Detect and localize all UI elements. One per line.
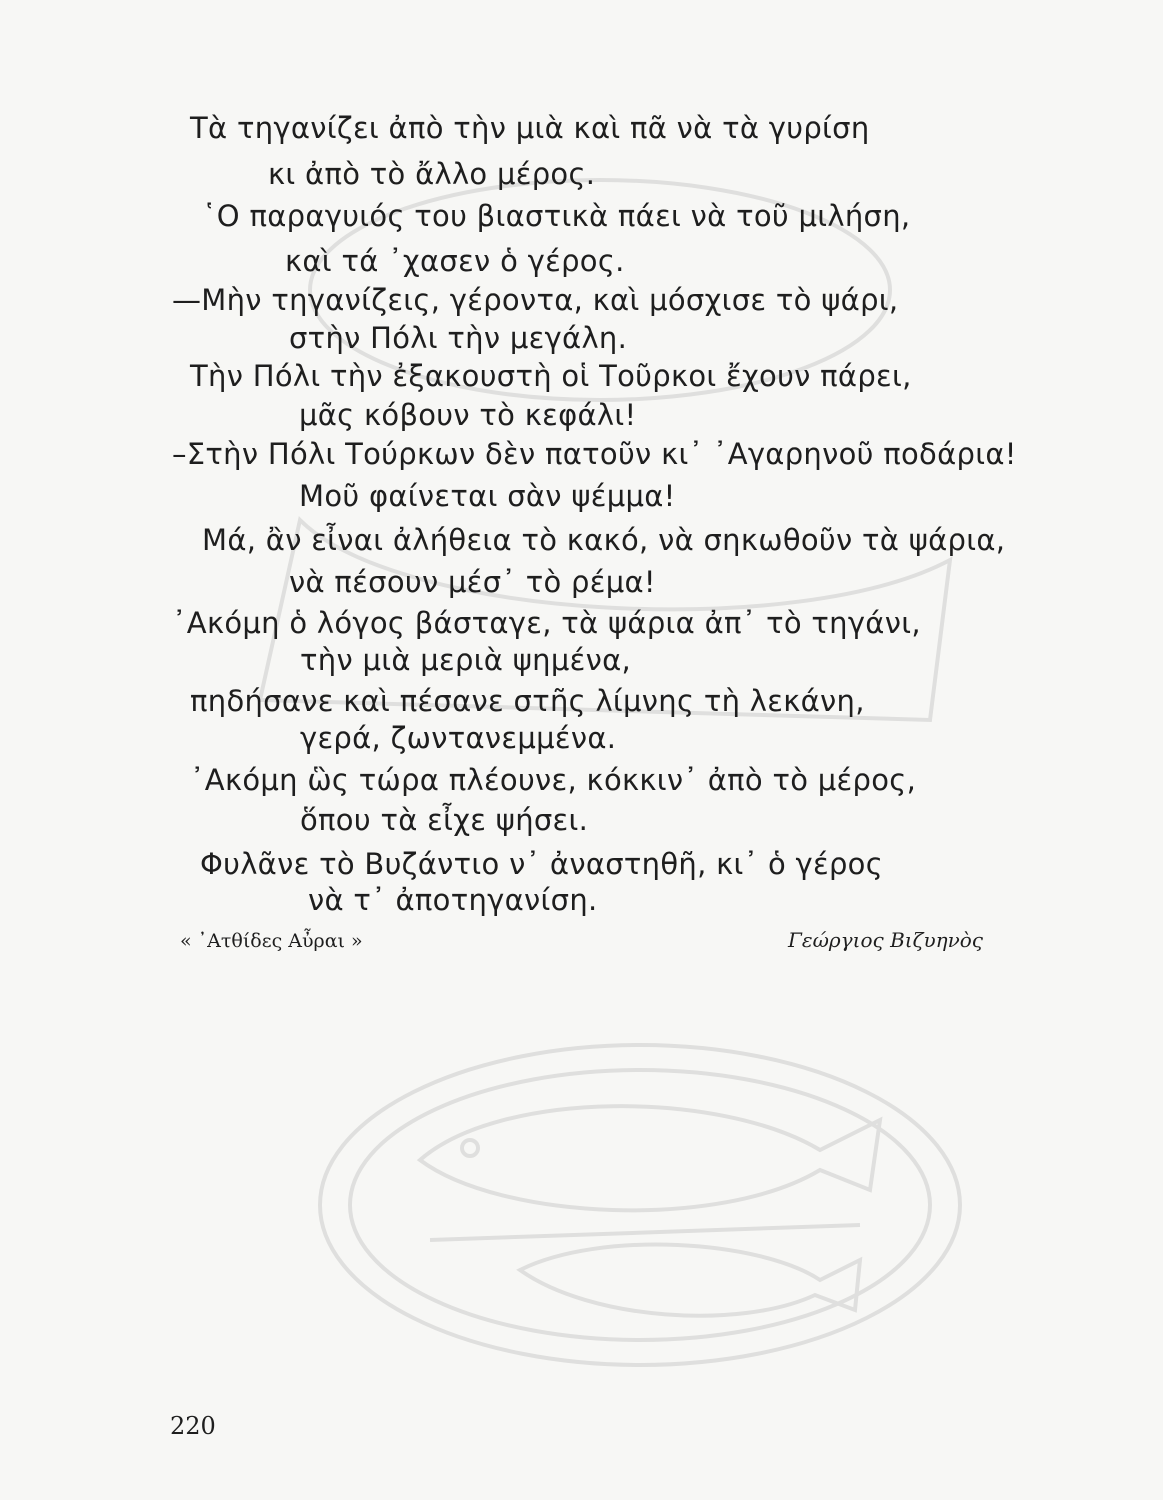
poem-line: τὴν μιὰ μεριὰ ψημένα, bbox=[300, 643, 632, 677]
poem-line: στὴν Πόλι τὴν μεγάλη. bbox=[289, 321, 628, 355]
poem-line: Μά, ἂν εἶναι ἀλήθεια τὸ κακό, νὰ σηκωθοῦν τὰ ψάρια, bbox=[202, 523, 1006, 557]
poem-line: Τὴν Πόλι τὴν ἐξακουστὴ οἱ Τοῦρκοι ἔχουν πάρει, bbox=[190, 359, 912, 393]
poem-line: κι ἀπὸ τὸ ἄλλο μέρος. bbox=[268, 157, 596, 191]
poem-line: καὶ τά ᾽χασεν ὁ γέρος. bbox=[285, 244, 625, 278]
page-number: 220 bbox=[170, 1412, 216, 1440]
poem-line: μᾶς κόβουν τὸ κεφάλι! bbox=[299, 398, 637, 432]
poem-author: Γεώργιος Βιζυηνὸς bbox=[788, 928, 983, 952]
poem-line: ῾Ο παραγυιός του βιαστικὰ πάει νὰ τοῦ μιλήση, bbox=[202, 199, 911, 233]
poem-line: Μοῦ φαίνεται σὰν ψέμμα! bbox=[299, 479, 676, 513]
poem-line: γερά, ζωντανεμμένα. bbox=[300, 721, 617, 755]
poem-line: ὅπου τὰ εἶχε ψήσει. bbox=[300, 803, 589, 837]
poem-line: Τὰ τηγανίζει ἀπὸ τὴν μιὰ καὶ πᾶ νὰ τὰ γυρίση bbox=[190, 111, 870, 145]
poem-line: Φυλᾶνε τὸ Βυζάντιο ν᾽ ἀναστηθῆ, κι᾽ ὁ γέρος bbox=[200, 847, 884, 881]
poem-line: πηδήσανε καὶ πέσανε στῆς λίμνης τὴ λεκάνη, bbox=[190, 684, 865, 718]
poem-line: ᾽Ακόμη ὁ λόγος βάσταγε, τὰ ψάρια ἀπ᾽ τὸ τηγάνι, bbox=[172, 606, 921, 640]
poem-line: –Στὴν Πόλι Τούρκων δὲν πατοῦν κι᾽ ᾽Αγαρηνοῦ ποδάρια! bbox=[172, 437, 1017, 471]
poem-line: —Μὴν τηγανίζεις, γέροντα, καὶ μόσχισε τὸ ψάρι, bbox=[172, 283, 899, 317]
poem-line: νὰ τ᾽ ἀποτηγανίση. bbox=[308, 883, 598, 917]
poem-source: « ᾽Ατθίδες Αὖραι » bbox=[180, 930, 363, 952]
poem-line: ᾽Ακόμη ὣς τώρα πλέουνε, κόκκιν᾽ ἀπὸ τὸ μέρος, bbox=[190, 763, 917, 797]
poem-line: νὰ πέσουν μέσ᾽ τὸ ρέμα! bbox=[289, 565, 656, 599]
